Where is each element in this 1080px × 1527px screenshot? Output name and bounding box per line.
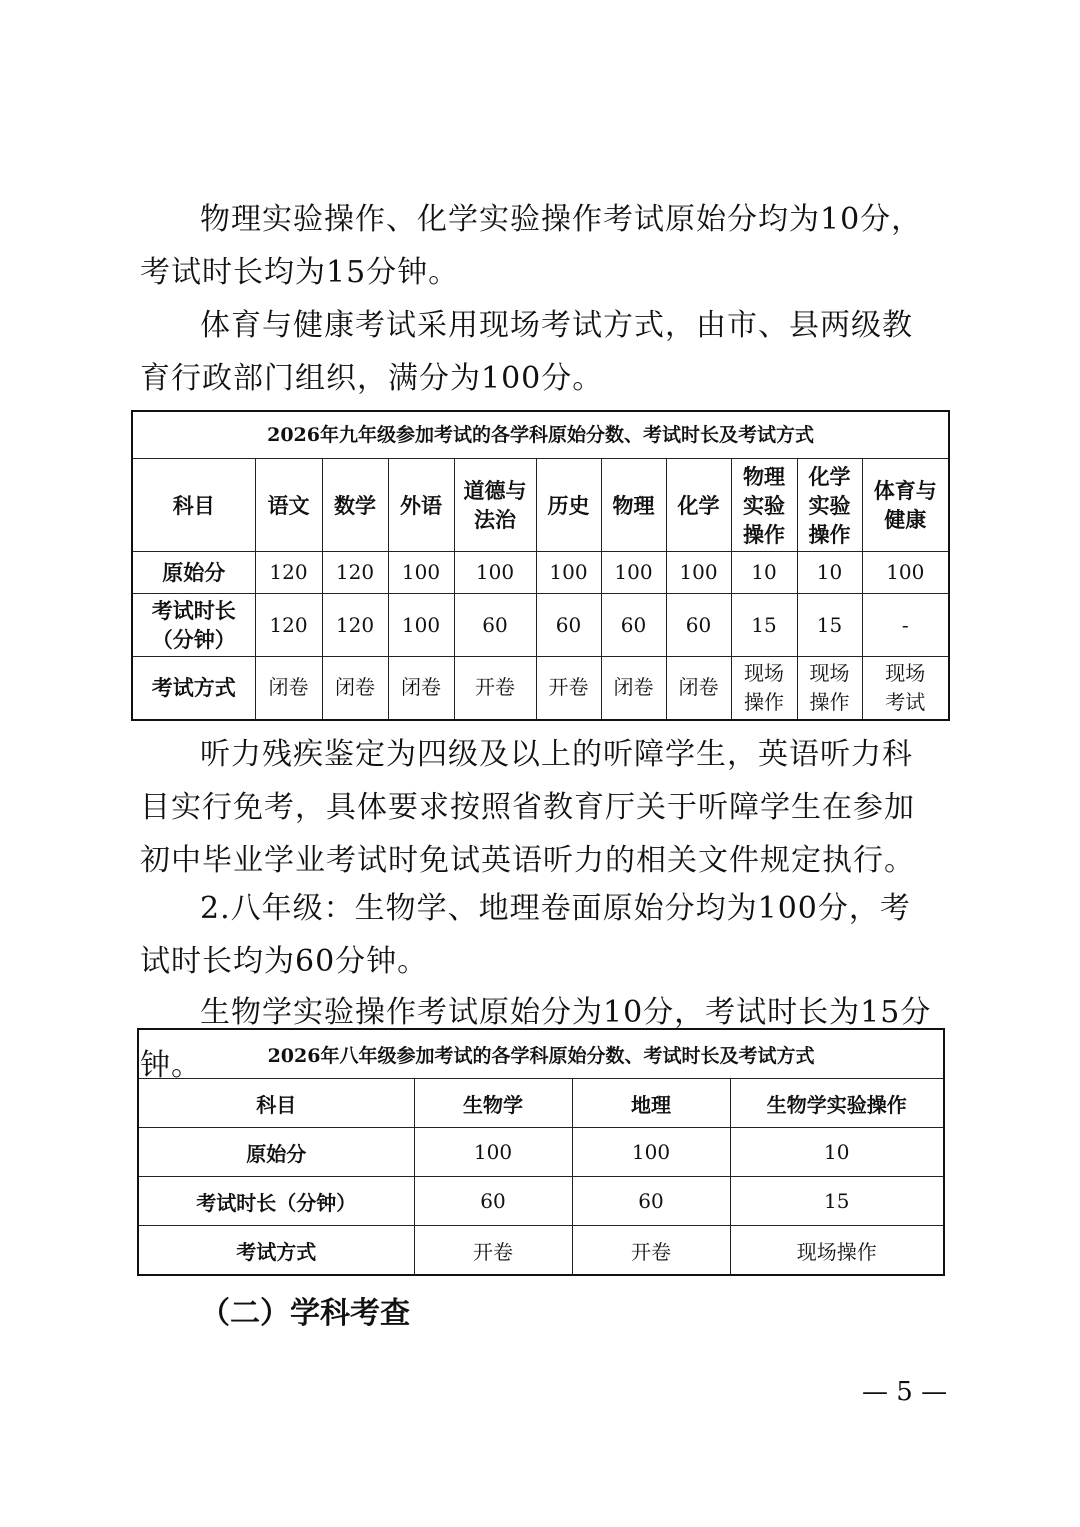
paragraph-lab-exam-scores: 物理实验操作、化学实验操作考试原始分均为10分，考试时长均为15分钟。: [140, 202, 923, 290]
table-cell: 历史: [536, 459, 601, 552]
table-cell: 60: [572, 1177, 730, 1226]
row-label-mode: 考试方式: [138, 1226, 414, 1276]
table-cell: 物理: [601, 459, 666, 552]
table-cell: 生物学实验操作: [730, 1079, 944, 1128]
table-cell: 15: [730, 1177, 944, 1226]
table-cell: 物理 实验 操作: [731, 459, 797, 552]
table-cell: 10: [730, 1128, 944, 1177]
table-cell: 120: [322, 594, 388, 657]
header-label: 科目: [138, 1079, 414, 1128]
paragraph-biology-lab: 生物学实验操作考试原始分为10分，考试时长为15分钟。: [140, 995, 932, 1083]
table-cell: 闭卷: [322, 657, 388, 720]
header-label: 科目: [132, 459, 255, 552]
table-cell: 闭卷: [388, 657, 454, 720]
grade8-exam-table: [137, 1028, 945, 1276]
table-cell: 60: [454, 594, 536, 657]
paragraph-pe-exam: 体育与健康考试采用现场考试方式，由市、县两级教育行政部门组织，满分为100分。: [140, 308, 913, 396]
table-cell: 化学 实验 操作: [797, 459, 862, 552]
row-label-score: 原始分: [132, 552, 255, 594]
table-cell: 现场 考试: [862, 657, 949, 720]
table-cell: 化学: [666, 459, 731, 552]
table-cell: 100: [572, 1128, 730, 1177]
table-cell: 100: [454, 552, 536, 594]
table-cell: 开卷: [454, 657, 536, 720]
table-cell: 60: [414, 1177, 572, 1226]
table-cell: 生物学: [414, 1079, 572, 1128]
table-cell: 现场操作: [730, 1226, 944, 1276]
table-cell: 15: [797, 594, 862, 657]
table-cell: 体育与 健康: [862, 459, 949, 552]
table-cell: 100: [414, 1128, 572, 1177]
table-cell: 10: [731, 552, 797, 594]
table-cell: 120: [255, 552, 322, 594]
table-cell: 60: [666, 594, 731, 657]
table-cell: 现场 操作: [731, 657, 797, 720]
table-cell: 100: [536, 552, 601, 594]
table-cell: 60: [601, 594, 666, 657]
row-label-score: 原始分: [138, 1128, 414, 1177]
table-cell: 开卷: [414, 1226, 572, 1276]
grade9-exam-table: [131, 410, 950, 721]
row-label-duration: 考试时长（分钟）: [138, 1177, 414, 1226]
table-cell: 10: [797, 552, 862, 594]
table-cell: 闭卷: [601, 657, 666, 720]
table-cell: 数学: [322, 459, 388, 552]
section-heading: （二）学科考查: [200, 1296, 410, 1331]
table-cell: 120: [322, 552, 388, 594]
table-cell: 开卷: [536, 657, 601, 720]
table-cell: -: [862, 594, 949, 657]
table-cell: 100: [862, 552, 949, 594]
page-number: — 5 —: [862, 1377, 948, 1407]
table-cell: 语文: [255, 459, 322, 552]
table-cell: 闭卷: [255, 657, 322, 720]
table-cell: 闭卷: [666, 657, 731, 720]
table-cell: 100: [388, 552, 454, 594]
table-cell: 100: [666, 552, 731, 594]
table-cell: 开卷: [572, 1226, 730, 1276]
table-cell: 120: [255, 594, 322, 657]
table-cell: 15: [731, 594, 797, 657]
table-title: 2026年九年级参加考试的各学科原始分数、考试时长及考试方式: [132, 411, 949, 459]
table-cell: 外语: [388, 459, 454, 552]
table-cell: 100: [601, 552, 666, 594]
table-cell: 现场 操作: [797, 657, 862, 720]
paragraph-grade8: 2.八年级：生物学、地理卷面原始分均为100分，考试时长均为60分钟。: [140, 891, 911, 979]
table-cell: 道德与 法治: [454, 459, 536, 552]
table-cell: 60: [536, 594, 601, 657]
row-label-mode: 考试方式: [132, 657, 255, 720]
table-title: 2026年八年级参加考试的各学科原始分数、考试时长及考试方式: [138, 1029, 944, 1079]
paragraph-hearing-exemption: 听力残疾鉴定为四级及以上的听障学生，英语听力科目实行免考，具体要求按照省教育厅关于听障学生在参加初中毕业学业考试时免试英语听力的相关文件规定执行。: [140, 737, 915, 878]
row-label-duration: 考试时长 （分钟）: [132, 594, 255, 657]
table-cell: 地理: [572, 1079, 730, 1128]
table-cell: 100: [388, 594, 454, 657]
